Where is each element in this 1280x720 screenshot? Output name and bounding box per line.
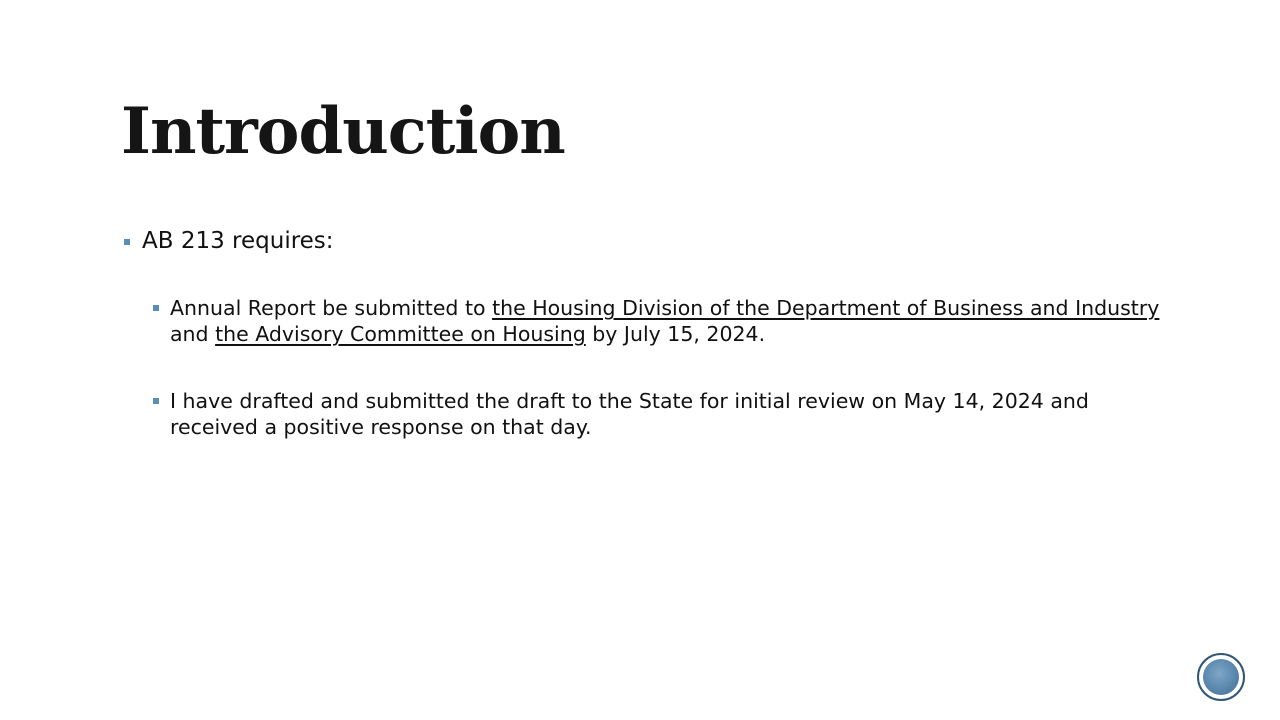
bullet-text: AB 213 requires: <box>142 228 334 254</box>
bullet-text: I have drafted and submitted the draft to the State for initial review on May 14, 2024 and received a positive response on that day. <box>170 389 1089 439</box>
bullet-text-part2: and <box>170 322 216 346</box>
square-bullet-icon <box>153 305 159 311</box>
advisory-committee-link[interactable]: the Advisory Committee on Housing <box>215 322 586 346</box>
bullet-draft-submitted <box>170 388 1170 440</box>
bullet-text-part3: by July 15, 2024. <box>585 322 766 346</box>
square-bullet-icon <box>153 398 159 404</box>
slide-badge-icon <box>1197 653 1245 701</box>
bullet-annual-report <box>170 295 1170 347</box>
bullet-text-part1: Annual Report be submitted to <box>170 296 493 320</box>
bullet-ab213 <box>142 226 334 256</box>
housing-division-link[interactable]: the Housing Division of the Department of Business and Industry <box>492 296 1160 320</box>
slide-title: Introduction <box>121 94 565 169</box>
badge-inner-circle <box>1203 659 1239 695</box>
square-bullet-icon <box>124 239 130 245</box>
